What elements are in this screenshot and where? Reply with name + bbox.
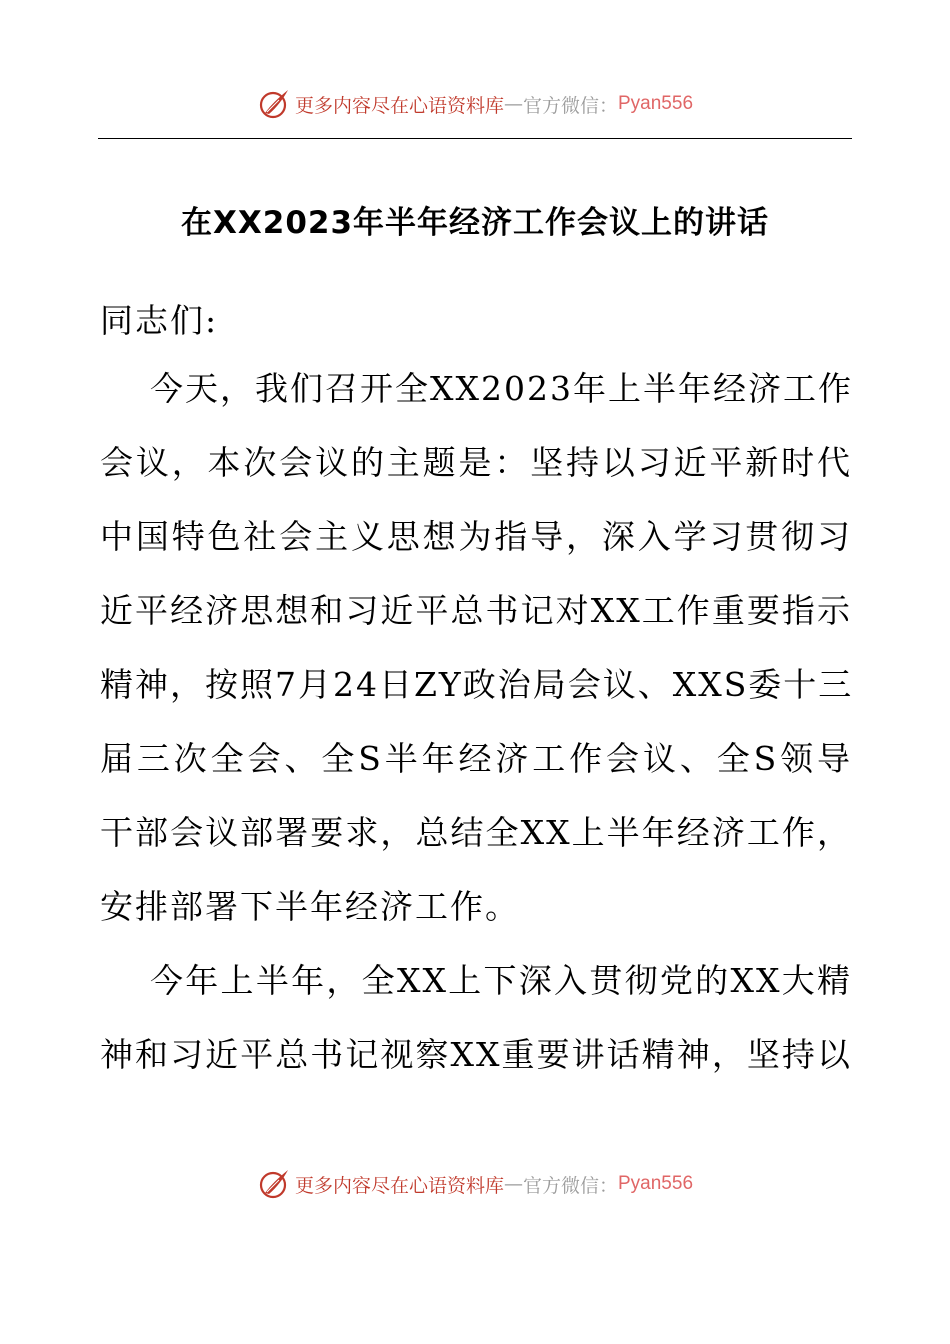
document-body: [100, 294, 852, 1102]
header-divider: [98, 138, 852, 139]
watermark-wechat-id: Pyan556: [618, 1173, 694, 1194]
paragraph-line: 近平经济思想和习近平总书记对XX工作重要指示: [100, 591, 852, 630]
paragraph-2: [100, 954, 852, 1102]
watermark-separator: —: [503, 93, 523, 115]
paragraph-line: 精神，按照7月24日ZY政治局会议、XXS委十三: [100, 665, 854, 704]
footer-watermark: [0, 1164, 950, 1204]
paragraph-line: 届三次全会、全S半年经济工作会议、全S领导: [100, 739, 852, 778]
paragraph-line: 干部会议部署要求，总结全XX上半年经济工作，: [100, 813, 852, 852]
paragraph-line: 中国特色社会主义思想为指导，深入学习贯彻习: [100, 517, 852, 556]
paragraph-line: 神和习近平总书记视察XX重要讲话精神，坚持以: [100, 1035, 852, 1074]
watermark-text: 更多内容尽在心语资料库: [294, 94, 504, 117]
watermark-separator: —: [503, 1173, 523, 1195]
paragraph-line: 今年上半年，全XX上下深入贯彻党的XX大精: [150, 961, 852, 1000]
quill-pen-logo-icon: [257, 87, 291, 121]
quill-pen-logo-icon: [257, 1167, 291, 1201]
paragraph-line: 会议，本次会议的主题是：坚持以习近平新时代: [100, 443, 852, 482]
header-watermark: [0, 84, 950, 124]
watermark-label: 官方微信：: [522, 94, 618, 117]
document-title: 在XX2023年半年经济工作会议上的讲话: [180, 205, 770, 241]
watermark-label: 官方微信：: [522, 1174, 618, 1197]
paragraph-line: 今天，我们召开全XX2023年上半年经济工作: [150, 369, 853, 408]
paragraph-1: [100, 362, 852, 954]
watermark-text: 更多内容尽在心语资料库: [294, 1174, 504, 1197]
watermark-wechat-id: Pyan556: [618, 93, 694, 114]
paragraph-line: 安排部署下半年经济工作。: [100, 887, 520, 926]
salutation: 同志们:: [100, 301, 219, 340]
